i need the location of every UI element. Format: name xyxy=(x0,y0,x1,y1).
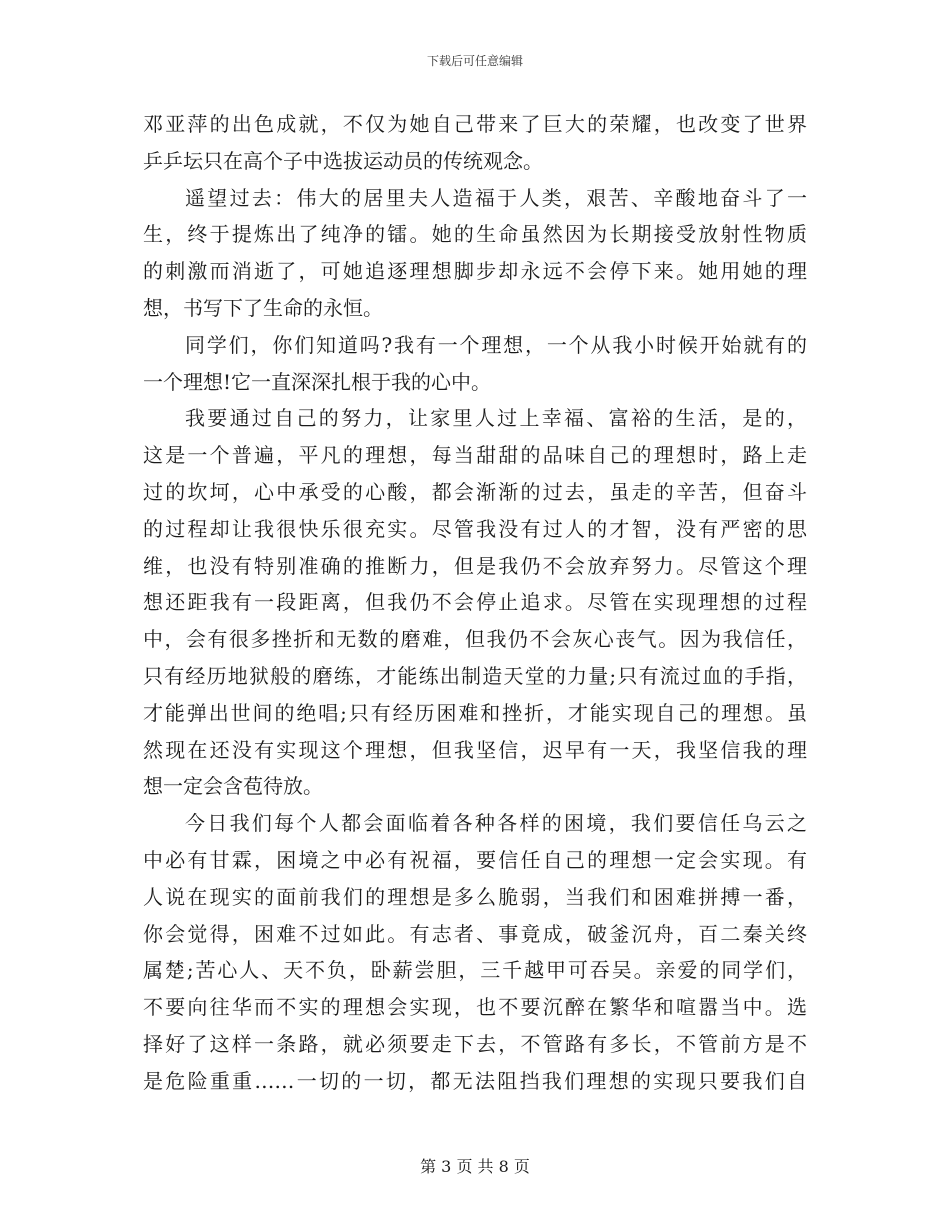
paragraph xyxy=(143,400,807,805)
paragraph-line: 生，终于提炼出了纯净的镭。她的生命虽然因为长期接受放射性物质 xyxy=(143,222,807,247)
paragraph-line: 的过程却让我很快乐很充实。尽管我没有过人的才智，没有严密的思 xyxy=(143,516,807,541)
paragraph-line: 今日我们每个人都会面临着各种各样的困境，我们要信任乌云之 xyxy=(185,811,807,836)
paragraph-line: 然现在还没有实现这个理想，但我坚信，迟早有一天，我坚信我的理 xyxy=(143,737,807,762)
paragraph-line: 想，书写下了生命的永恒。 xyxy=(143,295,383,320)
paragraph-line: 人说在现实的面前我们的理想是多么脆弱，当我们和困难拼搏一番， xyxy=(143,884,807,909)
paragraph-line: 的刺激而消逝了，可她追逐理想脚步却永远不会停下来。她用她的理 xyxy=(143,259,807,284)
paragraph-line: 过的坎坷，心中承受的心酸，都会渐渐的过去，虽走的辛苦，但奋斗 xyxy=(143,479,807,504)
page-header-note: 下载后可任意编辑 xyxy=(426,54,523,68)
paragraph-line: 维，也没有特别准确的推断力，但是我仍不会放弃努力。尽管这个理 xyxy=(143,553,807,578)
paragraph-line: 这是一个普遍，平凡的理想，每当甜甜的品味自己的理想时，路上走 xyxy=(143,443,807,468)
paragraph xyxy=(143,106,807,180)
paragraph-line: 你会觉得，困难不过如此。有志者、事竟成，破釜沉舟，百二秦关终 xyxy=(143,921,807,946)
page-number-footer: 第 3 页 共 8 页 xyxy=(420,1157,530,1176)
paragraph-line: 一个理想!它一直深深扎根于我的心中。 xyxy=(143,369,492,394)
paragraph-line: 只有经历地狱般的磨练，才能练出制造天堂的力量;只有流过血的手指， xyxy=(143,663,807,688)
paragraph xyxy=(143,327,807,401)
paragraph xyxy=(143,805,807,1099)
paragraph-line: 才能弹出世间的绝唱;只有经历困难和挫折，才能实现自己的理想。虽 xyxy=(143,700,807,725)
paragraph-line: 中，会有很多挫折和无数的磨难，但我仍不会灰心丧气。因为我信任， xyxy=(143,627,807,652)
document-body xyxy=(143,106,807,1100)
paragraph-line: 想还距我有一段距离，但我仍不会停止追求。尽管在实现理想的过程 xyxy=(143,590,807,615)
paragraph-line: 乒乒坛只在高个子中选拔运动员的传统观念。 xyxy=(143,148,543,173)
paragraph-line: 择好了这样一条路，就必须要走下去，不管路有多长，不管前方是不 xyxy=(143,1031,807,1056)
paragraph-line: 不要向往华而不实的理想会实现，也不要沉醉在繁华和喧嚣当中。选 xyxy=(143,995,807,1020)
paragraph-line: 属楚;苦心人、天不负，卧薪尝胆，三千越甲可吞吴。亲爱的同学们， xyxy=(143,958,807,983)
paragraph-line: 想一定会含苞待放。 xyxy=(143,774,323,799)
paragraph-line: 中必有甘霖，困境之中必有祝福，要信任自己的理想一定会实现。有 xyxy=(143,847,807,872)
paragraph-line: 遥望过去：伟大的居里夫人造福于人类，艰苦、辛酸地奋斗了一 xyxy=(185,185,807,210)
paragraph-line: 我要通过自己的努力，让家里人过上幸福、富裕的生活，是的， xyxy=(185,406,807,431)
paragraph xyxy=(143,180,807,327)
paragraph-line: 是危险重重……一切的一切，都无法阻挡我们理想的实现只要我们自 xyxy=(143,1068,807,1093)
paragraph-line: 邓亚萍的出色成就，不仅为她自己带来了巨大的荣耀，也改变了世界 xyxy=(143,112,807,136)
paragraph-line: 同学们，你们知道吗?我有一个理想，一个从我小时候开始就有的 xyxy=(185,332,807,357)
